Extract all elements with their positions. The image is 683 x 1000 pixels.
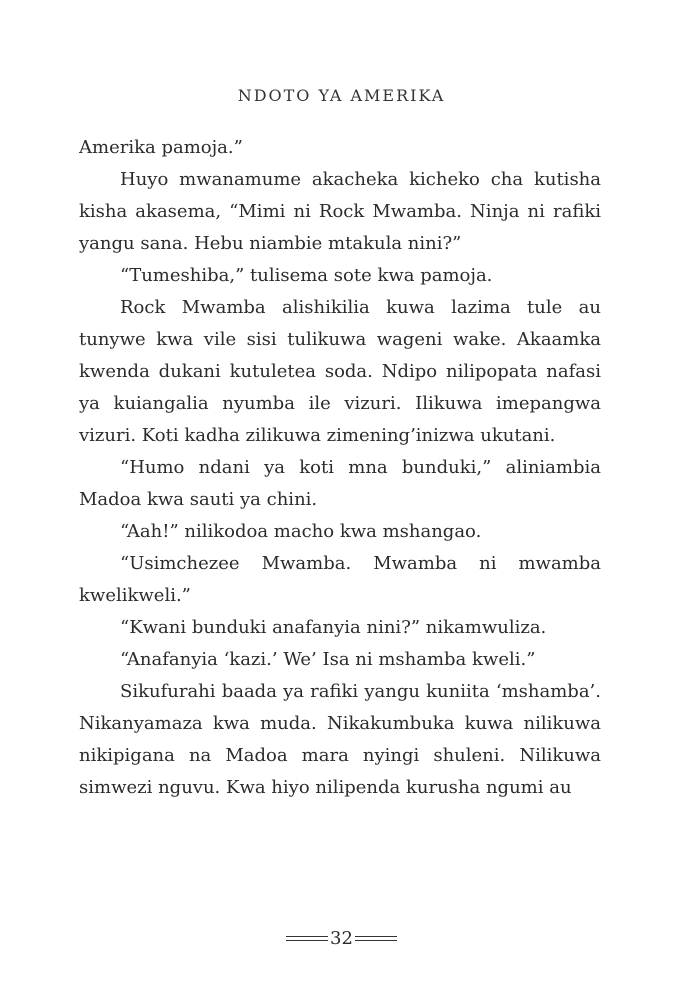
paragraph: “Humo ndani ya koti mna bunduki,” aliniambia Madoa kwa sauti ya chini. [79, 457, 601, 510]
paragraph: “Kwani bunduki anafanyia nini?” nikamwuliza. [120, 617, 547, 638]
footer-rule-left [286, 936, 328, 941]
footer-rule-right [355, 936, 397, 941]
page-number: 32 [330, 928, 353, 949]
paragraph: “Tumeshiba,” tulisema sote kwa pamoja. [120, 265, 493, 286]
paragraph: “Usimchezee Mwamba. Mwamba ni mwamba kwelikweli.” [79, 553, 601, 606]
body-text [79, 132, 601, 804]
page-footer [0, 928, 683, 949]
paragraph: “Aah!” nilikodoa macho kwa mshangao. [120, 521, 482, 542]
running-header: NDOTO YA AMERIKA [237, 86, 446, 105]
paragraph: Amerika pamoja.” [79, 137, 243, 158]
paragraph: Sikufurahi baada ya rafiki yangu kuniita ‘mshamba’. Nikanyamaza kwa muda. Nikakumbuka kuwa nilikuwa nikipigana na Madoa mara nyingi shuleni. Nilikuwa simwezi nguvu. Kwa hiyo nilipenda kurusha ngumi au [79, 681, 601, 798]
paragraph: “Anafanyia ‘kazi.’ We’ Isa ni mshamba kweli.” [120, 649, 536, 670]
paragraph: Huyo mwanamume akacheka kicheko cha kutisha kisha akasema, “Mimi ni Rock Mwamba. Ninja ni rafiki yangu sana. Hebu niambie mtakula nini?” [79, 169, 601, 254]
paragraph: Rock Mwamba alishikilia kuwa lazima tule au tunywe kwa vile sisi tulikuwa wageni wake. Akaamka kwenda dukani kutuletea soda. Ndipo nilipopata nafasi ya kuiangalia nyumba ile vizuri. Ilikuwa imepangwa vizuri. Koti kadha zilikuwa zimening’inizwa ukutani. [79, 297, 601, 446]
